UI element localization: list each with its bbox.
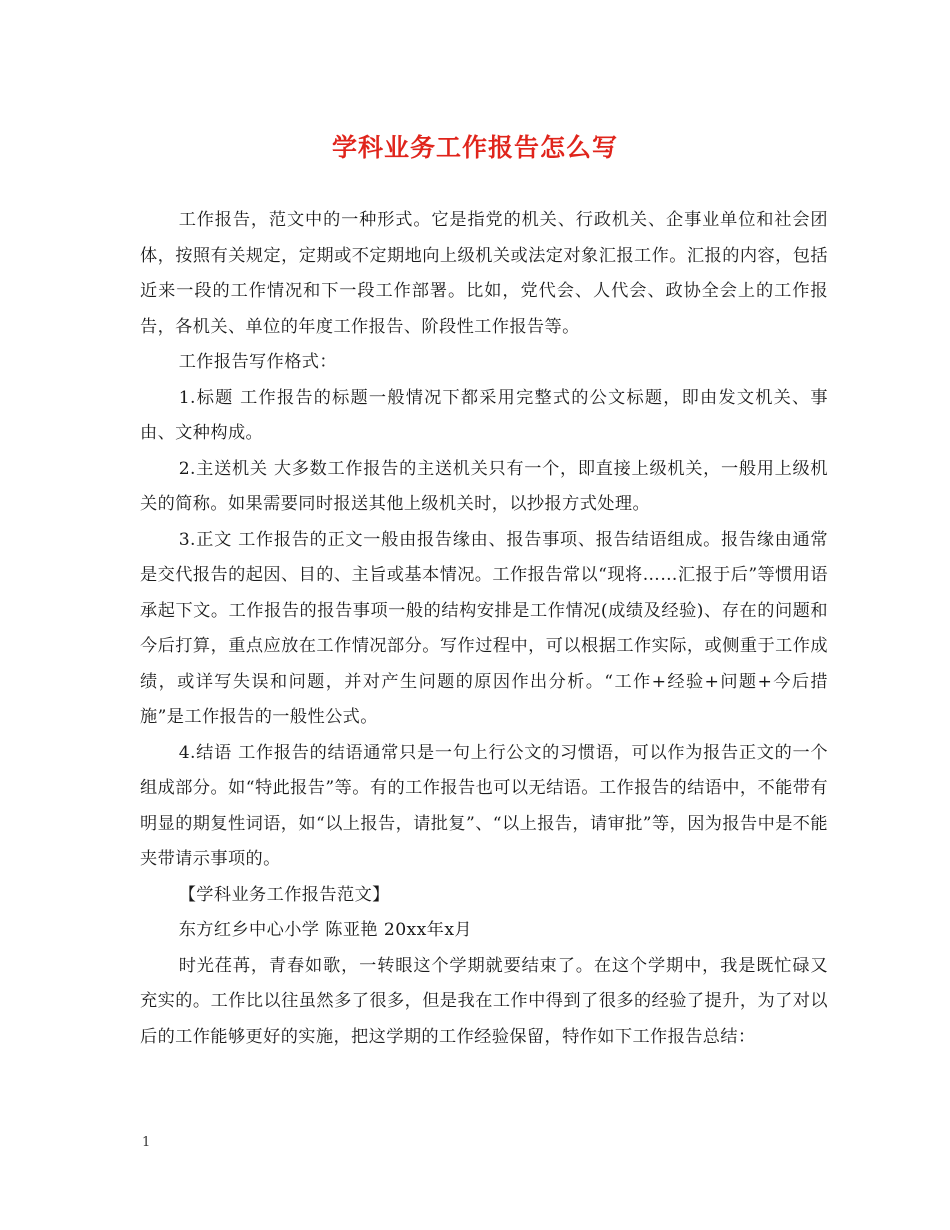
paragraph-recipient-section: 2.主送机关 大多数工作报告的主送机关只有一个，即直接上级机关，一般用上级机关的简称。如果需要同时报送其他上级机关时，以抄报方式处理。 — [140, 458, 828, 514]
paragraph-conclusion-section: 4.结语 工作报告的结语通常只是一句上行公文的习惯语，可以作为报告正文的一个组成部分。如“特此报告”等。有的工作报告也可以无结语。工作报告的结语中，不能带有明显的期复性词语，如“以上报告，请批复”、“以上报告，请审批”等，因为报告中是不能夹带请示事项的。 — [140, 742, 828, 869]
paragraph-format-heading: 工作报告写作格式： — [178, 352, 337, 372]
page-number: 1 — [142, 1135, 151, 1150]
paragraph-intro: 工作报告，范文中的一种形式。它是指党的机关、行政机关、企事业单位和社会团体，按照有关规定，定期或不定期地向上级机关或法定对象汇报工作。汇报的内容，包括近来一段的工作情况和下一段工作部署。比如，党代会、人代会、政协全会上的工作报告，各机关、单位的年度工作报告、阶段性工作报告等。 — [140, 210, 828, 337]
paragraph-sample-opening: 时光荏苒，青春如歌，一转眼这个学期就要结束了。在这个学期中，我是既忙碌又充实的。工作比以往虽然多了很多，但是我在工作中得到了很多的经验了提升，为了对以后的工作能够更好的实施，把这学期的工作经验保留，特作如下工作报告总结： — [140, 955, 828, 1047]
paragraph-author-line: 东方红乡中心小学 陈亚艳 20xx年x月 — [178, 920, 473, 940]
paragraph-body-section: 3.正文 工作报告的正文一般由报告缘由、报告事项、报告结语组成。报告缘由通常是交代报告的起因、目的、主旨或基本情况。工作报告常以“现将……汇报于后”等惯用语承起下文。工作报告的报告事项一般的结构安排是工作情况(成绩及经验)、存在的问题和今后打算，重点应放在工作情况部分。写作过程中，可以根据工作实际，或侧重于工作成绩，或详写失误和问题，并对产生问题的原因作出分析。“工作+经验+问题+今后措施”是工作报告的一般性公式。 — [140, 529, 828, 727]
paragraph-sample-heading: 【学科业务工作报告范文】 — [178, 884, 390, 905]
document-title: 学科业务工作报告怎么写 — [331, 133, 618, 162]
document-body — [140, 203, 828, 1055]
paragraph-title-section: 1.标题 工作报告的标题一般情况下都采用完整式的公文标题，即由发文机关、事由、文种构成。 — [140, 387, 828, 443]
